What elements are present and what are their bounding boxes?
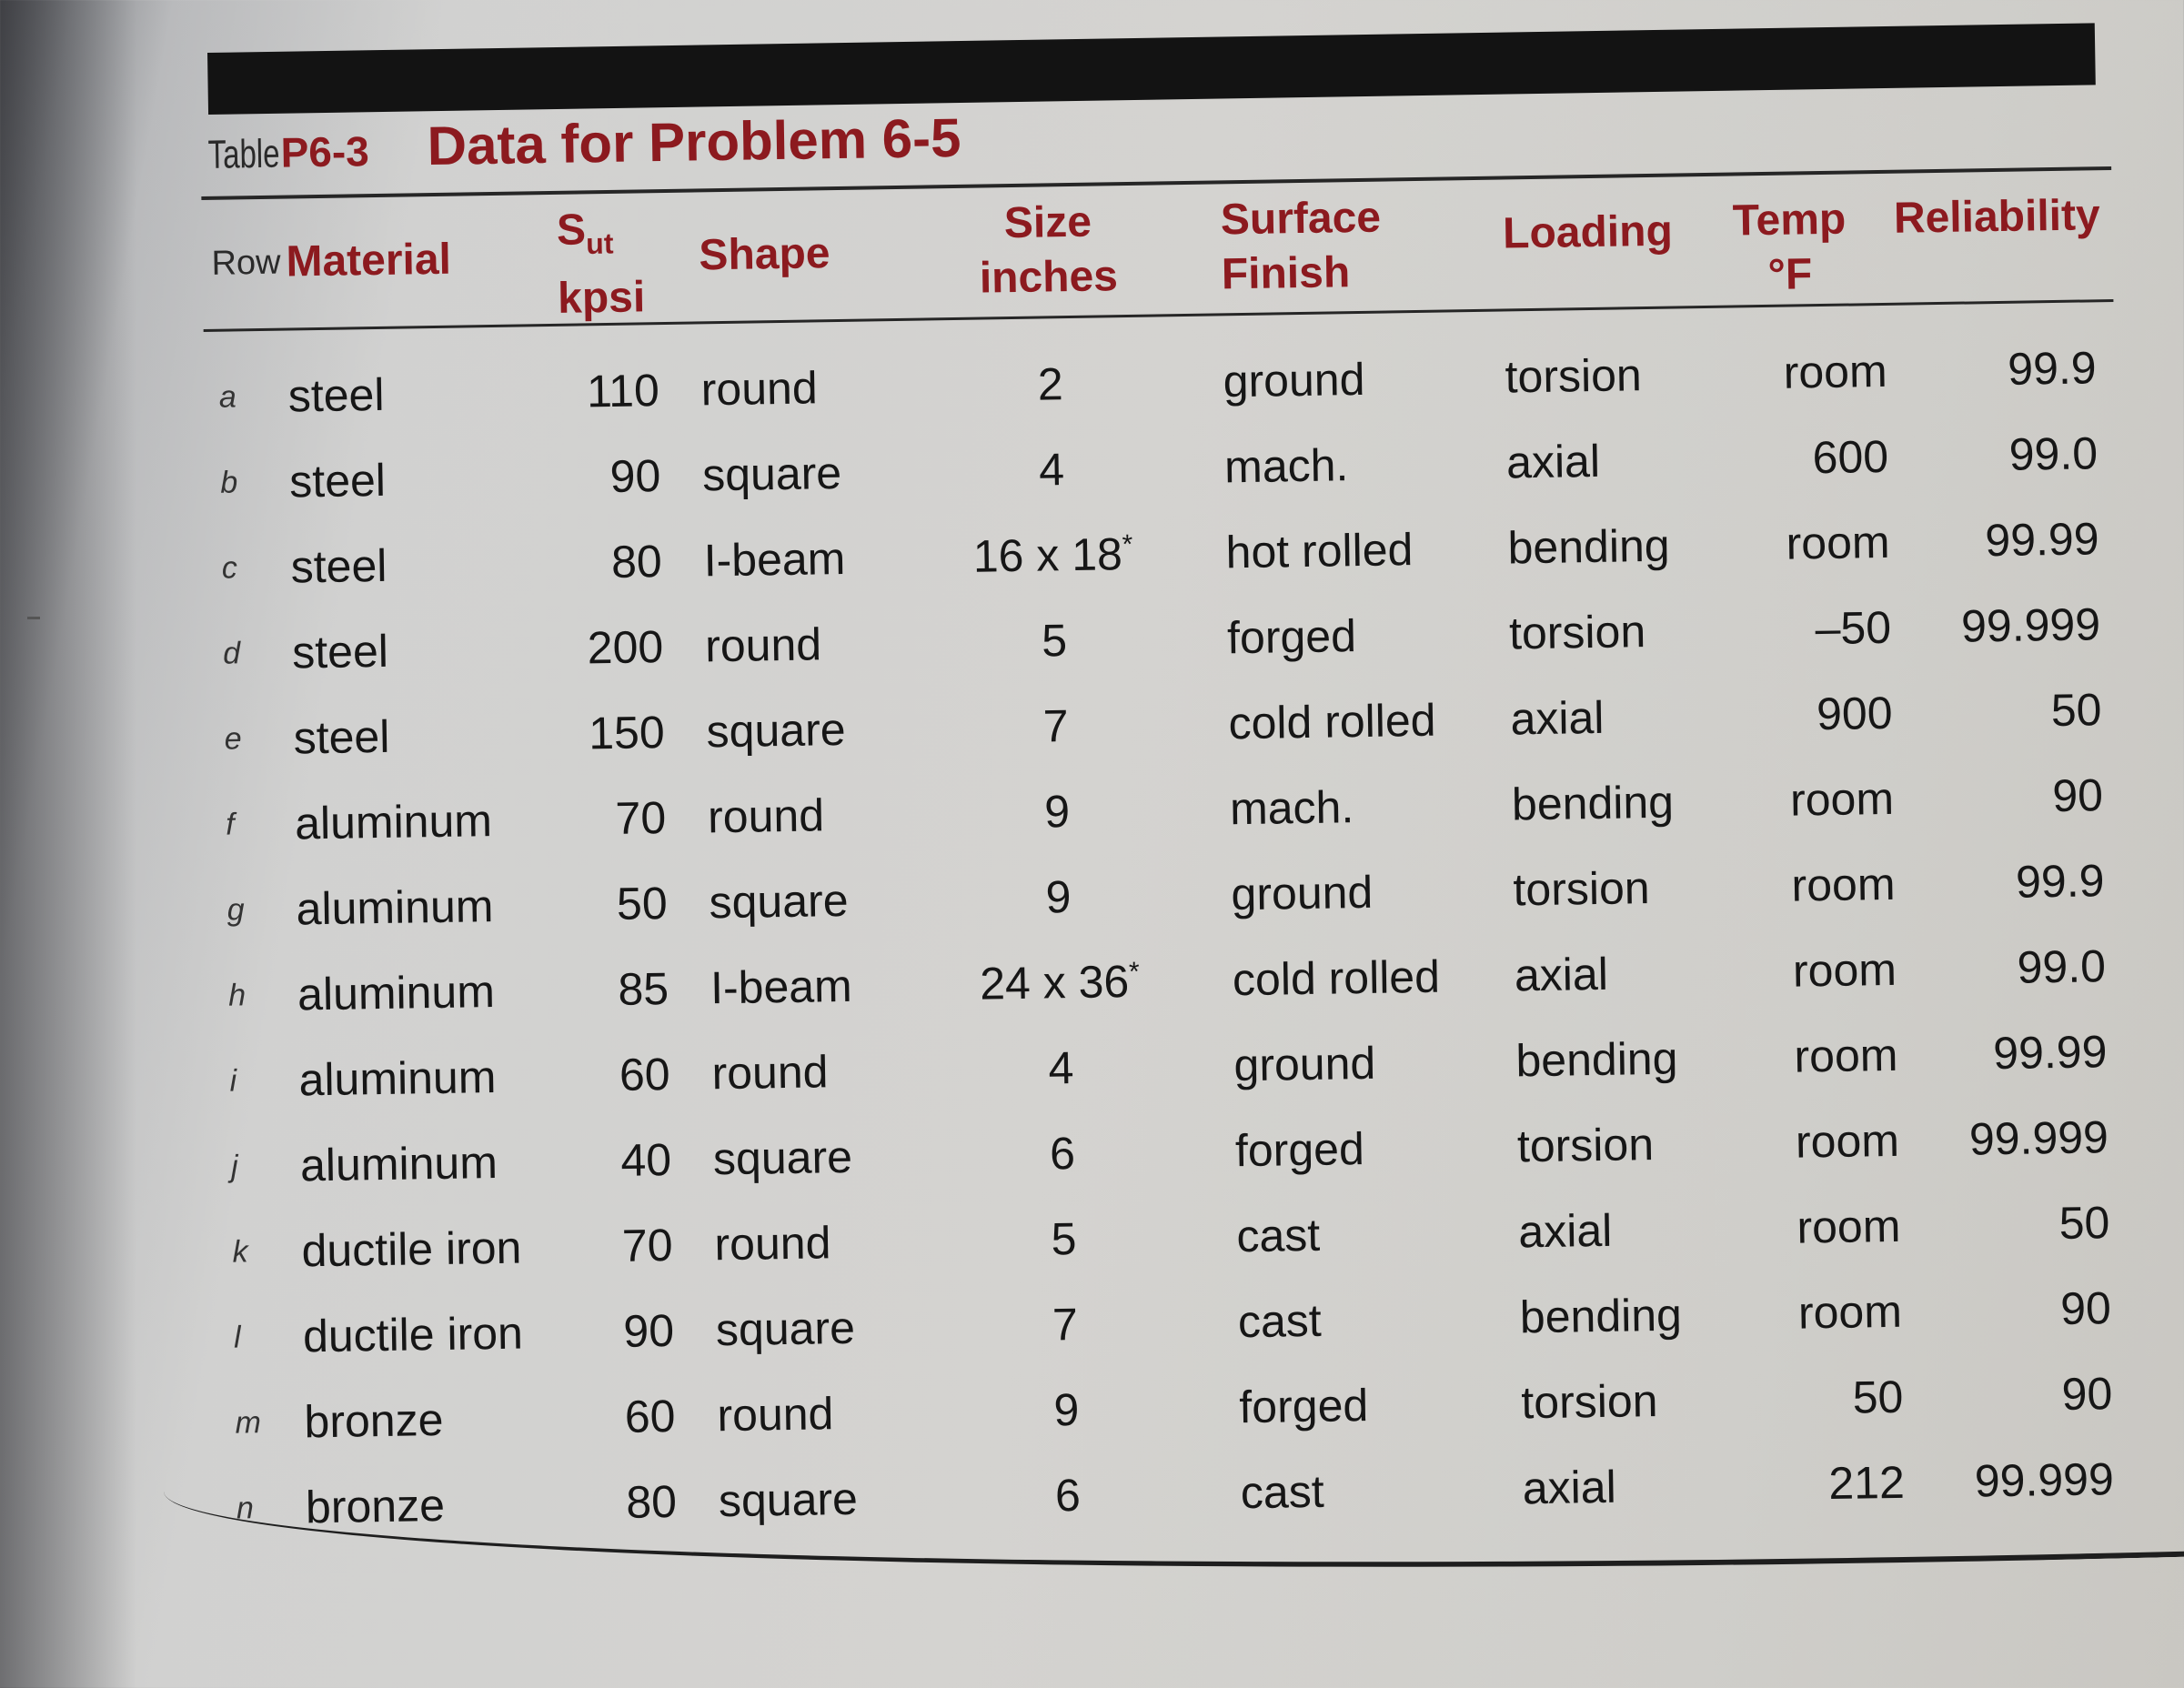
reliability-cell: 99.9 (2015, 855, 2105, 908)
temp-cell: 600 (1812, 430, 1889, 484)
shape-cell: square (718, 1472, 859, 1527)
size-cell (916, 527, 1190, 584)
reliability-cell: 99.0 (2017, 940, 2107, 993)
size-value: 7 (1052, 1299, 1079, 1351)
finish-cell: ground (1231, 866, 1374, 920)
size-value: 24 x 36 (979, 956, 1130, 1010)
sut-cell: 70 (615, 792, 667, 844)
shape-cell: square (706, 703, 846, 758)
size-cell (915, 441, 1189, 498)
reliability-cell: 99.99 (1992, 1026, 2108, 1080)
table-title: Data for Problem 6-5 (427, 106, 961, 177)
material-cell: aluminum (297, 966, 496, 1020)
finish-cell: cast (1240, 1465, 1325, 1519)
size-value: 16 x 18 (972, 528, 1123, 582)
header-surface-finish (1220, 191, 1382, 303)
finish-cell: forged (1234, 1123, 1365, 1177)
sut-cell: 60 (624, 1390, 676, 1442)
table-sheet (200, 88, 2134, 1610)
finish-cell: ground (1223, 353, 1365, 407)
shape-cell: square (712, 1130, 853, 1185)
finish-cell: forged (1238, 1380, 1369, 1433)
size-value: 5 (1041, 615, 1068, 667)
page-binding-shadow (0, 0, 136, 1688)
size-value: 4 (1048, 1042, 1074, 1094)
sut-cell: 150 (588, 707, 666, 759)
loading-cell: torsion (1520, 1375, 1658, 1429)
finish-cell: cold rolled (1232, 950, 1441, 1006)
sut-cell: 80 (625, 1475, 678, 1528)
row-id: e (224, 721, 242, 757)
shape-cell: square (701, 447, 842, 501)
material-cell: ductile iron (302, 1307, 524, 1362)
sut-cell: 85 (618, 963, 669, 1015)
header-sut-symbol: S (556, 206, 587, 255)
temp-cell: room (1797, 1285, 1903, 1339)
temp-cell: room (1786, 516, 1890, 569)
shape-cell: I-beam (710, 960, 853, 1014)
shape-cell: round (714, 1217, 831, 1271)
reliability-cell: 90 (2061, 1368, 2113, 1421)
size-cell (926, 1125, 1200, 1182)
sut-cell: 60 (619, 1049, 671, 1100)
size-value: 6 (1054, 1469, 1082, 1522)
sut-cell: 200 (587, 621, 664, 674)
size-cell (919, 698, 1193, 755)
temp-cell: 50 (1852, 1371, 1904, 1423)
shape-cell: round (711, 1046, 829, 1100)
loading-cell: bending (1511, 776, 1675, 830)
row-id: l (233, 1320, 241, 1355)
temp-cell: room (1795, 1114, 1900, 1168)
material-cell: steel (290, 539, 387, 593)
finish-cell: forged (1226, 610, 1357, 664)
finish-cell: mach. (1223, 439, 1349, 493)
material-cell: aluminum (294, 795, 493, 849)
size-cell (921, 869, 1195, 926)
size-cell (929, 1296, 1203, 1353)
size-value: 9 (1045, 871, 1072, 923)
shape-cell: I-beam (703, 532, 846, 587)
loading-cell: torsion (1516, 1119, 1655, 1172)
row-id: f (225, 807, 235, 842)
material-cell: steel (291, 625, 389, 678)
header-temp-unit: °F (1767, 250, 1813, 299)
material-cell: aluminum (299, 1137, 498, 1191)
temp-cell: –50 (1815, 601, 1892, 655)
row-id: b (219, 465, 238, 500)
loading-cell: axial (1514, 948, 1609, 1001)
material-cell: ductile iron (301, 1221, 522, 1277)
size-value: 2 (1037, 358, 1064, 410)
table-caption (207, 106, 961, 191)
finish-cell: mach. (1229, 781, 1354, 835)
header-sut-subscript: ut (585, 226, 614, 260)
size-value: 4 (1038, 444, 1065, 496)
temp-cell: room (1794, 1029, 1898, 1082)
row-id: c (221, 550, 238, 586)
loading-cell: torsion (1513, 862, 1651, 916)
row-id: j (230, 1149, 238, 1184)
loading-cell: bending (1507, 519, 1670, 574)
header-finish-line2: Finish (1221, 248, 1351, 299)
row-id: g (226, 892, 245, 928)
temp-cell: 212 (1827, 1456, 1906, 1510)
size-cell (921, 783, 1194, 840)
temp-cell: room (1789, 772, 1895, 826)
sut-cell: 110 (586, 365, 660, 417)
material-cell: steel (293, 710, 390, 764)
header-finish-line1: Surface (1220, 193, 1382, 245)
reliability-cell: 99.9 (2007, 342, 2098, 395)
temp-cell: room (1797, 1200, 1901, 1253)
shape-cell: round (717, 1388, 834, 1442)
reliability-cell: 90 (2051, 769, 2104, 822)
sut-cell: 70 (621, 1219, 673, 1271)
temp-cell: room (1783, 345, 1888, 398)
temp-cell: room (1792, 943, 1897, 997)
header-material: Material (286, 235, 452, 286)
size-value: 7 (1042, 700, 1069, 752)
row-id: m (235, 1405, 262, 1441)
margin-mark (27, 617, 40, 619)
material-cell: bronze (305, 1479, 446, 1533)
sut-cell: 90 (622, 1304, 675, 1357)
size-value: 9 (1053, 1384, 1080, 1436)
row-id: h (227, 978, 247, 1013)
size-cell (918, 612, 1192, 669)
row-id: a (218, 379, 237, 415)
table-number: P6-3 (280, 127, 370, 176)
material-cell: aluminum (296, 880, 494, 935)
size-value: 6 (1049, 1128, 1076, 1180)
material-cell: bronze (304, 1393, 444, 1448)
sut-cell: 90 (609, 450, 661, 502)
table-body (204, 323, 2132, 1550)
size-cell (924, 1040, 1198, 1097)
loading-cell: torsion (1508, 606, 1646, 659)
header-temp-label: Temp (1732, 195, 1847, 246)
row-id: k (232, 1234, 248, 1270)
finish-cell: ground (1233, 1037, 1376, 1091)
reliability-cell: 99.999 (1960, 598, 2101, 652)
reliability-cell: 90 (2059, 1282, 2112, 1335)
size-footnote-mark: * (1122, 529, 1133, 560)
reliability-cell: 99.0 (2008, 427, 2098, 480)
reliability-cell: 99.999 (1974, 1453, 2115, 1507)
reliability-cell: 99.99 (1984, 513, 2099, 567)
size-cell (927, 1211, 1201, 1268)
loading-cell: axial (1510, 691, 1605, 745)
finish-cell: hot rolled (1225, 524, 1414, 578)
loading-cell: axial (1522, 1461, 1617, 1514)
size-value: 9 (1043, 786, 1071, 838)
sut-cell: 40 (619, 1134, 672, 1186)
loading-cell: bending (1515, 1032, 1678, 1087)
row-id: n (236, 1491, 255, 1526)
material-cell: aluminum (298, 1051, 497, 1106)
reliability-cell: 50 (2050, 684, 2102, 737)
finish-cell: cast (1237, 1294, 1323, 1348)
header-sut-unit: kpsi (557, 272, 646, 323)
size-cell (923, 954, 1197, 1011)
header-size-label: Size (1003, 197, 1092, 248)
header-reliability: Reliability (1893, 191, 2101, 243)
header-shape: Shape (699, 229, 830, 280)
finish-cell: cold rolled (1228, 694, 1436, 749)
reliability-cell: 99.999 (1968, 1111, 2109, 1165)
shape-cell: round (704, 618, 822, 672)
shape-cell: round (707, 789, 825, 843)
size-footnote-mark: * (1128, 957, 1140, 988)
header-size-unit: inches (979, 252, 1119, 303)
sut-cell: 80 (610, 536, 663, 588)
material-cell: steel (287, 368, 385, 422)
size-value: 5 (1051, 1213, 1077, 1265)
loading-cell: axial (1517, 1204, 1613, 1258)
size-cell (930, 1382, 1203, 1439)
shape-cell: round (700, 362, 819, 416)
loading-cell: torsion (1505, 349, 1643, 403)
table-label: Table (207, 131, 280, 177)
loading-cell: bending (1519, 1289, 1683, 1343)
sut-cell: 50 (616, 878, 669, 929)
temp-cell: 900 (1816, 687, 1893, 740)
temp-cell: room (1791, 858, 1896, 911)
shape-cell: square (709, 874, 849, 929)
header-loading: Loading (1502, 206, 1674, 258)
row-id: i (229, 1063, 237, 1099)
header-row: Row (211, 243, 281, 283)
loading-cell: axial (1505, 435, 1601, 488)
header-sut (557, 202, 646, 326)
row-id: d (222, 636, 241, 671)
header-size (911, 194, 1185, 307)
header-temp (1694, 192, 1887, 304)
reliability-cell: 50 (2058, 1197, 2110, 1250)
finish-cell: cast (1236, 1209, 1321, 1262)
material-cell: steel (288, 454, 387, 507)
shape-cell: square (715, 1301, 856, 1356)
size-cell (913, 356, 1187, 413)
